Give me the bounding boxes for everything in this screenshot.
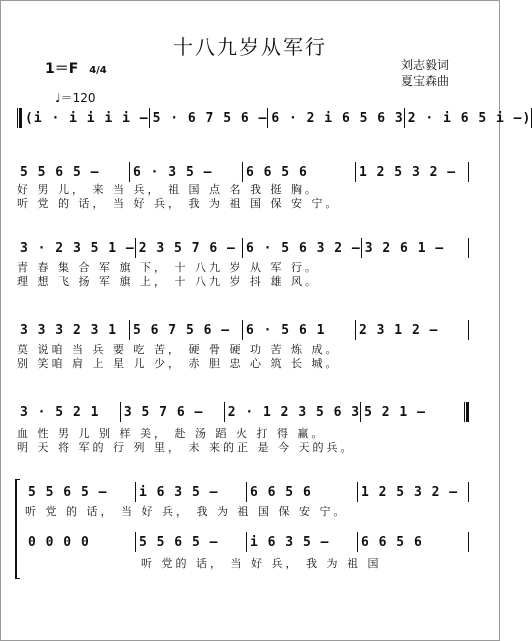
lyric-verse-1: 血 性 男 儿 别 样 美， 赴 汤 蹈 火 打 得 赢。 [17,427,326,440]
measure: 6 · 2 i 6 5 6 3 [271,110,404,126]
measure: 6 6 5 6 [250,484,312,500]
measure: i 6 3 5 – [250,534,330,550]
measure: 6 · 5 6 3 2 – [246,240,361,256]
measure: 3 3 3 2 3 1 [20,322,118,338]
measure: i 6 3 5 – [139,484,219,500]
lyricist: 刘志毅词 [400,58,449,72]
credits [401,57,449,89]
time-signature: 4/4 [89,65,107,76]
lyric-upper: 听 党 的 话， 当 好 兵， 我 为 祖 国 保 安 宁。 [25,505,348,518]
measure: 3 · 2 3 5 1 – [20,240,135,256]
lyric-verse-2: 明 天 将 军的 行 列 里， 未 来的正 是 今 天的兵。 [17,441,355,454]
measure: 3 5 7 6 – [123,404,204,420]
measure: 2 3 5 7 6 – [138,240,236,256]
measure: 1 2 5 3 2 – [359,164,457,180]
measure: 1 2 5 3 2 – [361,484,459,500]
lyric-verse-2: 理 想 飞 扬 军 旗 上， 十 八九 岁 抖 雄 风。 [17,275,319,288]
notation-row-4 [17,401,469,423]
composer: 夏宝森曲 [400,74,449,88]
lyric-verse-1: 莫 说咱 当 兵 要 吃 苦， 硬 骨 硬 功 苦 炼 成。 [17,343,340,356]
lyric-verse-2: 听 党 的 话， 当 好 兵， 我 为 祖 国 保 安 宁。 [17,197,340,210]
repeat-end [464,402,469,422]
song-title: 十八九岁从军行 [173,35,327,59]
notation-row-3 [17,319,469,341]
measure: 0 0 0 0 [28,534,90,550]
measure: 2 · i 6 5 i –) [407,110,532,126]
measure: 5 5 6 5 – [28,484,108,500]
measure: 5 5 6 5 – [20,164,100,180]
measure: 5 2 1 – [364,404,426,420]
measure: 5 6 7 5 6 – [133,322,231,338]
measure: 3 · 5 2 1 [20,404,100,420]
measure: (i · i i i i – [25,110,149,126]
measure: 3 2 6 1 – [364,240,445,256]
lyric-lower: 听 党的 话， 当 好 兵， 我 为 祖 国 [141,557,382,570]
measure: 5 5 6 5 – [139,534,219,550]
key-label: 1＝F [45,61,79,77]
system-bracket [15,479,20,579]
measure: 5 · 6 7 5 6 – [152,110,268,126]
measure: 6 · 3 5 – [133,164,213,180]
measure: 2 3 1 2 – [359,322,439,338]
key-signature [45,58,107,78]
measure: 2 · 1 2 3 5 6 3 [227,404,361,420]
lyric-verse-2: 别 笑咱 肩 上 星 儿 少， 赤 胆 忠 心 筑 长 城。 [17,357,340,370]
notation-row-5-lower [25,531,469,553]
measure: 6 · 5 6 1 [246,322,326,338]
notation-row-2 [17,237,469,259]
measure: 6 6 5 6 [246,164,308,180]
lyric-verse-1: 青 春 集 合 军 旗 下， 十 八九 岁 从 军 行。 [17,261,319,274]
tempo-mark: ♩＝120 [55,91,96,105]
intro-row [17,107,532,129]
notation-row-5-upper [25,481,469,503]
notation-row-1 [17,161,469,183]
lyric-verse-1: 好 男 儿， 来 当 兵， 祖 国 点 名 我 挺 胸。 [17,183,319,196]
measure: 6 6 5 6 [361,534,423,550]
